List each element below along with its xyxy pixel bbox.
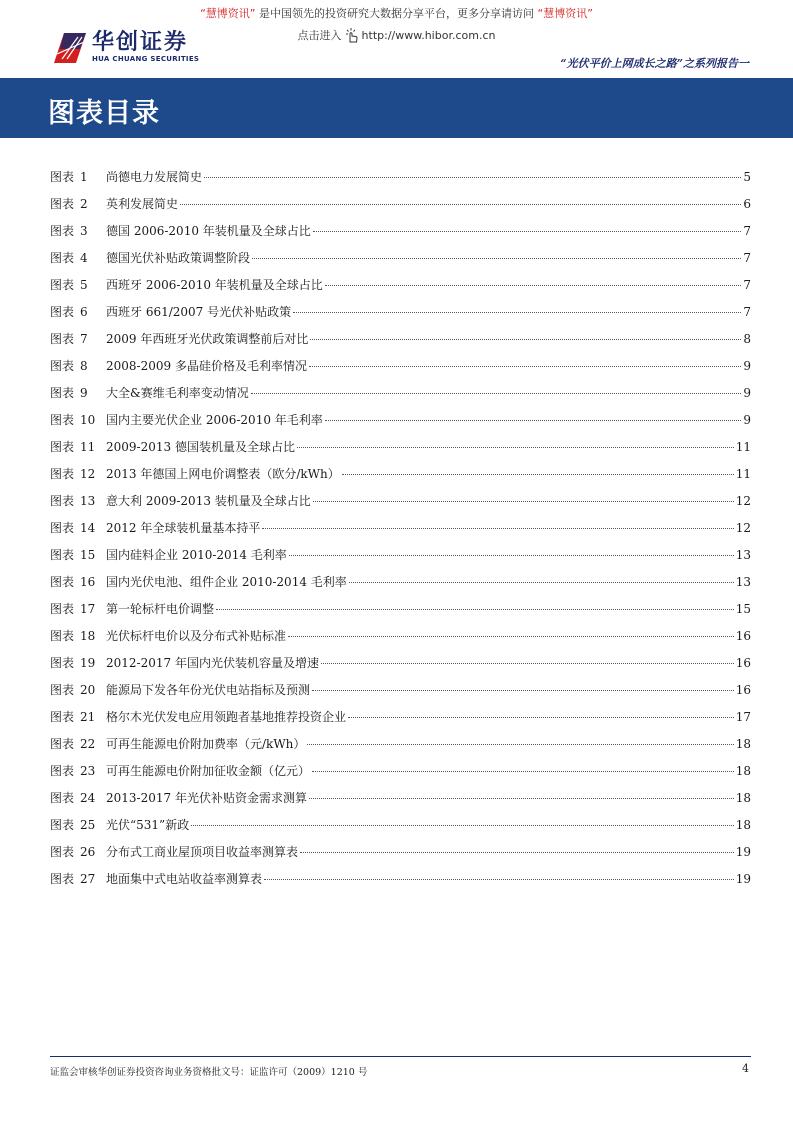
toc-leader-dots (262, 528, 733, 529)
toc-leader-dots (310, 339, 741, 340)
page-number: 4 (742, 1062, 749, 1075)
toc-entry[interactable] (50, 276, 751, 303)
toc-title: 尚德电力发展简史 (106, 170, 203, 184)
toc-label: 图表 (50, 197, 75, 211)
toc-page: 9 (743, 359, 751, 373)
section-header-bar (0, 78, 793, 138)
toc-page: 18 (735, 791, 751, 805)
toc-page: 18 (735, 764, 751, 778)
toc-leader-dots (321, 663, 734, 664)
company-logo (52, 29, 199, 65)
toc-entry[interactable] (50, 870, 751, 897)
toc-number: 25 (80, 818, 96, 832)
toc-page: 9 (743, 386, 751, 400)
table-of-figures (50, 168, 751, 897)
toc-number: 20 (80, 683, 96, 697)
toc-page: 18 (735, 818, 751, 832)
toc-label: 图表 (50, 818, 75, 832)
toc-leader-dots (216, 609, 734, 610)
toc-entry[interactable] (50, 492, 751, 519)
toc-leader-dots (342, 474, 734, 475)
toc-title: 2008-2009 多晶硅价格及毛利率情况 (106, 359, 307, 373)
toc-entry[interactable] (50, 357, 751, 384)
toc-entry[interactable] (50, 195, 751, 222)
toc-page: 7 (743, 251, 751, 265)
toc-number: 24 (80, 791, 96, 805)
toc-number: 11 (80, 440, 96, 454)
toc-entry[interactable] (50, 330, 751, 357)
toc-label: 图表 (50, 764, 75, 778)
toc-entry[interactable] (50, 411, 751, 438)
toc-leader-dots (313, 501, 734, 502)
toc-entry[interactable] (50, 519, 751, 546)
banner-brand-2[interactable]: “慧博资讯” (537, 7, 593, 20)
toc-label: 图表 (50, 845, 75, 859)
toc-leader-dots (288, 636, 734, 637)
toc-label: 图表 (50, 683, 75, 697)
section-title: 图表目录 (48, 98, 160, 129)
toc-number: 17 (80, 602, 96, 616)
toc-leader-dots (293, 312, 741, 313)
toc-number: 15 (80, 548, 96, 562)
toc-entry[interactable] (50, 627, 751, 654)
toc-label: 图表 (50, 737, 75, 751)
banner-line-2 (298, 27, 496, 43)
toc-page: 13 (735, 575, 751, 589)
toc-page: 5 (743, 170, 751, 184)
toc-number: 3 (80, 224, 88, 238)
toc-label: 图表 (50, 224, 75, 238)
toc-label: 图表 (50, 521, 75, 535)
toc-leader-dots (309, 798, 734, 799)
toc-title: 英利发展简史 (106, 197, 179, 211)
toc-leader-dots (348, 717, 734, 718)
toc-label: 图表 (50, 656, 75, 670)
toc-leader-dots (204, 177, 741, 178)
toc-page: 12 (735, 494, 751, 508)
toc-entry[interactable] (50, 600, 751, 627)
toc-entry[interactable] (50, 384, 751, 411)
toc-title: 光伏标杆电价以及分布式补贴标准 (106, 629, 287, 643)
toc-label: 图表 (50, 467, 75, 481)
toc-page: 6 (743, 197, 751, 211)
footer-license-text: 证监会审核华创证券投资咨询业务资格批文号：证监许可（2009）1210 号 (50, 1067, 368, 1078)
toc-number: 6 (80, 305, 88, 319)
toc-number: 26 (80, 845, 96, 859)
toc-page: 16 (735, 629, 751, 643)
toc-page: 17 (735, 710, 751, 724)
toc-leader-dots (312, 771, 734, 772)
toc-label: 图表 (50, 629, 75, 643)
toc-number: 10 (80, 413, 96, 427)
logo-en: HUA CHUANG SECURITIES (92, 54, 200, 63)
toc-title: 国内主要光伏企业 2006-2010 年毛利率 (106, 413, 323, 427)
toc-page: 12 (735, 521, 751, 535)
toc-number: 4 (80, 251, 88, 265)
toc-leader-dots (309, 366, 741, 367)
toc-number: 16 (80, 575, 96, 589)
toc-label: 图表 (50, 710, 75, 724)
toc-leader-dots (300, 852, 734, 853)
toc-leader-dots (252, 258, 741, 259)
toc-page: 13 (735, 548, 751, 562)
pointer-hand-icon (344, 27, 360, 43)
toc-title: 2012-2017 年国内光伏装机容量及增速 (106, 656, 319, 670)
logo-mark-icon (52, 29, 88, 65)
toc-label: 图表 (50, 359, 75, 373)
banner-line-1 (0, 6, 793, 21)
toc-entry[interactable] (50, 762, 751, 789)
toc-number: 9 (80, 386, 88, 400)
toc-number: 23 (80, 764, 96, 778)
toc-number: 7 (80, 332, 88, 346)
toc-leader-dots (349, 582, 734, 583)
toc-title: 德国 2006-2010 年装机量及全球占比 (106, 224, 311, 238)
toc-leader-dots (251, 393, 742, 394)
toc-title: 意大利 2009-2013 装机量及全球占比 (106, 494, 311, 508)
toc-page: 11 (735, 440, 751, 454)
toc-label: 图表 (50, 872, 75, 886)
toc-title: 西班牙 661/2007 号光伏补贴政策 (106, 305, 292, 319)
toc-entry[interactable] (50, 816, 751, 843)
toc-title: 2013-2017 年光伏补贴资金需求测算 (106, 791, 307, 805)
banner-text: 是中国领先的投资研究大数据分享平台，更多分享请访问 (259, 7, 534, 20)
toc-number: 22 (80, 737, 96, 751)
footer-divider (50, 1056, 751, 1057)
toc-title: 德国光伏补贴政策调整阶段 (106, 251, 251, 265)
toc-title: 可再生能源电价附加征收金额（亿元） (106, 764, 311, 778)
toc-page: 19 (735, 845, 751, 859)
toc-label: 图表 (50, 332, 75, 346)
toc-page: 11 (735, 467, 751, 481)
toc-leader-dots (312, 690, 734, 691)
toc-label: 图表 (50, 440, 75, 454)
banner-url[interactable]: http://www.hibor.com.cn (361, 28, 496, 42)
series-title: “光伏平价上网成长之路”之系列报告一 (560, 57, 749, 70)
toc-leader-dots (180, 204, 741, 205)
toc-number: 21 (80, 710, 96, 724)
toc-leader-dots (191, 825, 734, 826)
toc-number: 19 (80, 656, 96, 670)
toc-entry[interactable] (50, 546, 751, 573)
toc-label: 图表 (50, 548, 75, 562)
toc-leader-dots (297, 447, 734, 448)
toc-leader-dots (313, 231, 742, 232)
toc-title: 2009-2013 德国装机量及全球占比 (106, 440, 295, 454)
toc-title: 第一轮标杆电价调整 (106, 602, 215, 616)
toc-page: 7 (743, 278, 751, 292)
toc-page: 15 (735, 602, 751, 616)
toc-page: 16 (735, 656, 751, 670)
toc-leader-dots (325, 420, 742, 421)
toc-title: 地面集中式电站收益率测算表 (106, 872, 263, 886)
toc-page: 19 (735, 872, 751, 886)
toc-page: 7 (743, 305, 751, 319)
toc-label: 图表 (50, 413, 75, 427)
toc-number: 13 (80, 494, 96, 508)
toc-label: 图表 (50, 278, 75, 292)
toc-label: 图表 (50, 494, 75, 508)
logo-cn: 华创证券 (92, 29, 189, 55)
toc-number: 2 (80, 197, 88, 211)
toc-title: 西班牙 2006-2010 年装机量及全球占比 (106, 278, 323, 292)
toc-number: 1 (80, 170, 88, 184)
banner-enter[interactable]: 点击进入 (297, 28, 342, 42)
toc-title: 2009 年西班牙光伏政策调整前后对比 (106, 332, 309, 346)
toc-page: 16 (735, 683, 751, 697)
toc-entry[interactable] (50, 465, 751, 492)
toc-page: 8 (743, 332, 751, 346)
banner-brand[interactable]: “慧博资讯” (200, 7, 256, 20)
toc-entry[interactable] (50, 168, 751, 195)
toc-label: 图表 (50, 575, 75, 589)
toc-entry[interactable] (50, 708, 751, 735)
toc-entry[interactable] (50, 303, 751, 330)
toc-page: 7 (743, 224, 751, 238)
toc-leader-dots (264, 879, 734, 880)
toc-number: 18 (80, 629, 96, 643)
toc-entry[interactable] (50, 681, 751, 708)
toc-page: 18 (735, 737, 751, 751)
toc-number: 12 (80, 467, 96, 481)
toc-label: 图表 (50, 251, 75, 265)
toc-entry[interactable] (50, 789, 751, 816)
toc-leader-dots (307, 744, 733, 745)
toc-label: 图表 (50, 791, 75, 805)
toc-entry[interactable] (50, 843, 751, 870)
toc-title: 格尔木光伏发电应用领跑者基地推荐投资企业 (106, 710, 347, 724)
toc-title: 大全&赛维毛利率变动情况 (106, 386, 249, 400)
toc-entry[interactable] (50, 654, 751, 681)
toc-title: 2012 年全球装机量基本持平 (106, 521, 261, 535)
toc-title: 能源局下发各年份光伏电站指标及预测 (106, 683, 311, 697)
toc-title: 国内光伏电池、组件企业 2010-2014 毛利率 (106, 575, 347, 589)
toc-label: 图表 (50, 602, 75, 616)
toc-entry[interactable] (50, 222, 751, 249)
toc-label: 图表 (50, 386, 75, 400)
toc-title: 可再生能源电价附加费率（元/kWh） (106, 737, 306, 751)
toc-number: 14 (80, 521, 96, 535)
toc-label: 图表 (50, 170, 75, 184)
toc-number: 5 (80, 278, 88, 292)
toc-page: 9 (743, 413, 751, 427)
toc-leader-dots (325, 285, 742, 286)
toc-title: 国内硅料企业 2010-2014 毛利率 (106, 548, 287, 562)
toc-title: 分布式工商业屋顶项目收益率测算表 (106, 845, 299, 859)
toc-entry[interactable] (50, 249, 751, 276)
toc-number: 27 (80, 872, 96, 886)
toc-title: 光伏“531”新政 (106, 818, 190, 832)
toc-label: 图表 (50, 305, 75, 319)
toc-entry[interactable] (50, 573, 751, 600)
toc-entry[interactable] (50, 438, 751, 465)
toc-entry[interactable] (50, 735, 751, 762)
toc-number: 8 (80, 359, 88, 373)
toc-title: 2013 年德国上网电价调整表（欧分/kWh） (106, 467, 340, 481)
toc-leader-dots (289, 555, 734, 556)
